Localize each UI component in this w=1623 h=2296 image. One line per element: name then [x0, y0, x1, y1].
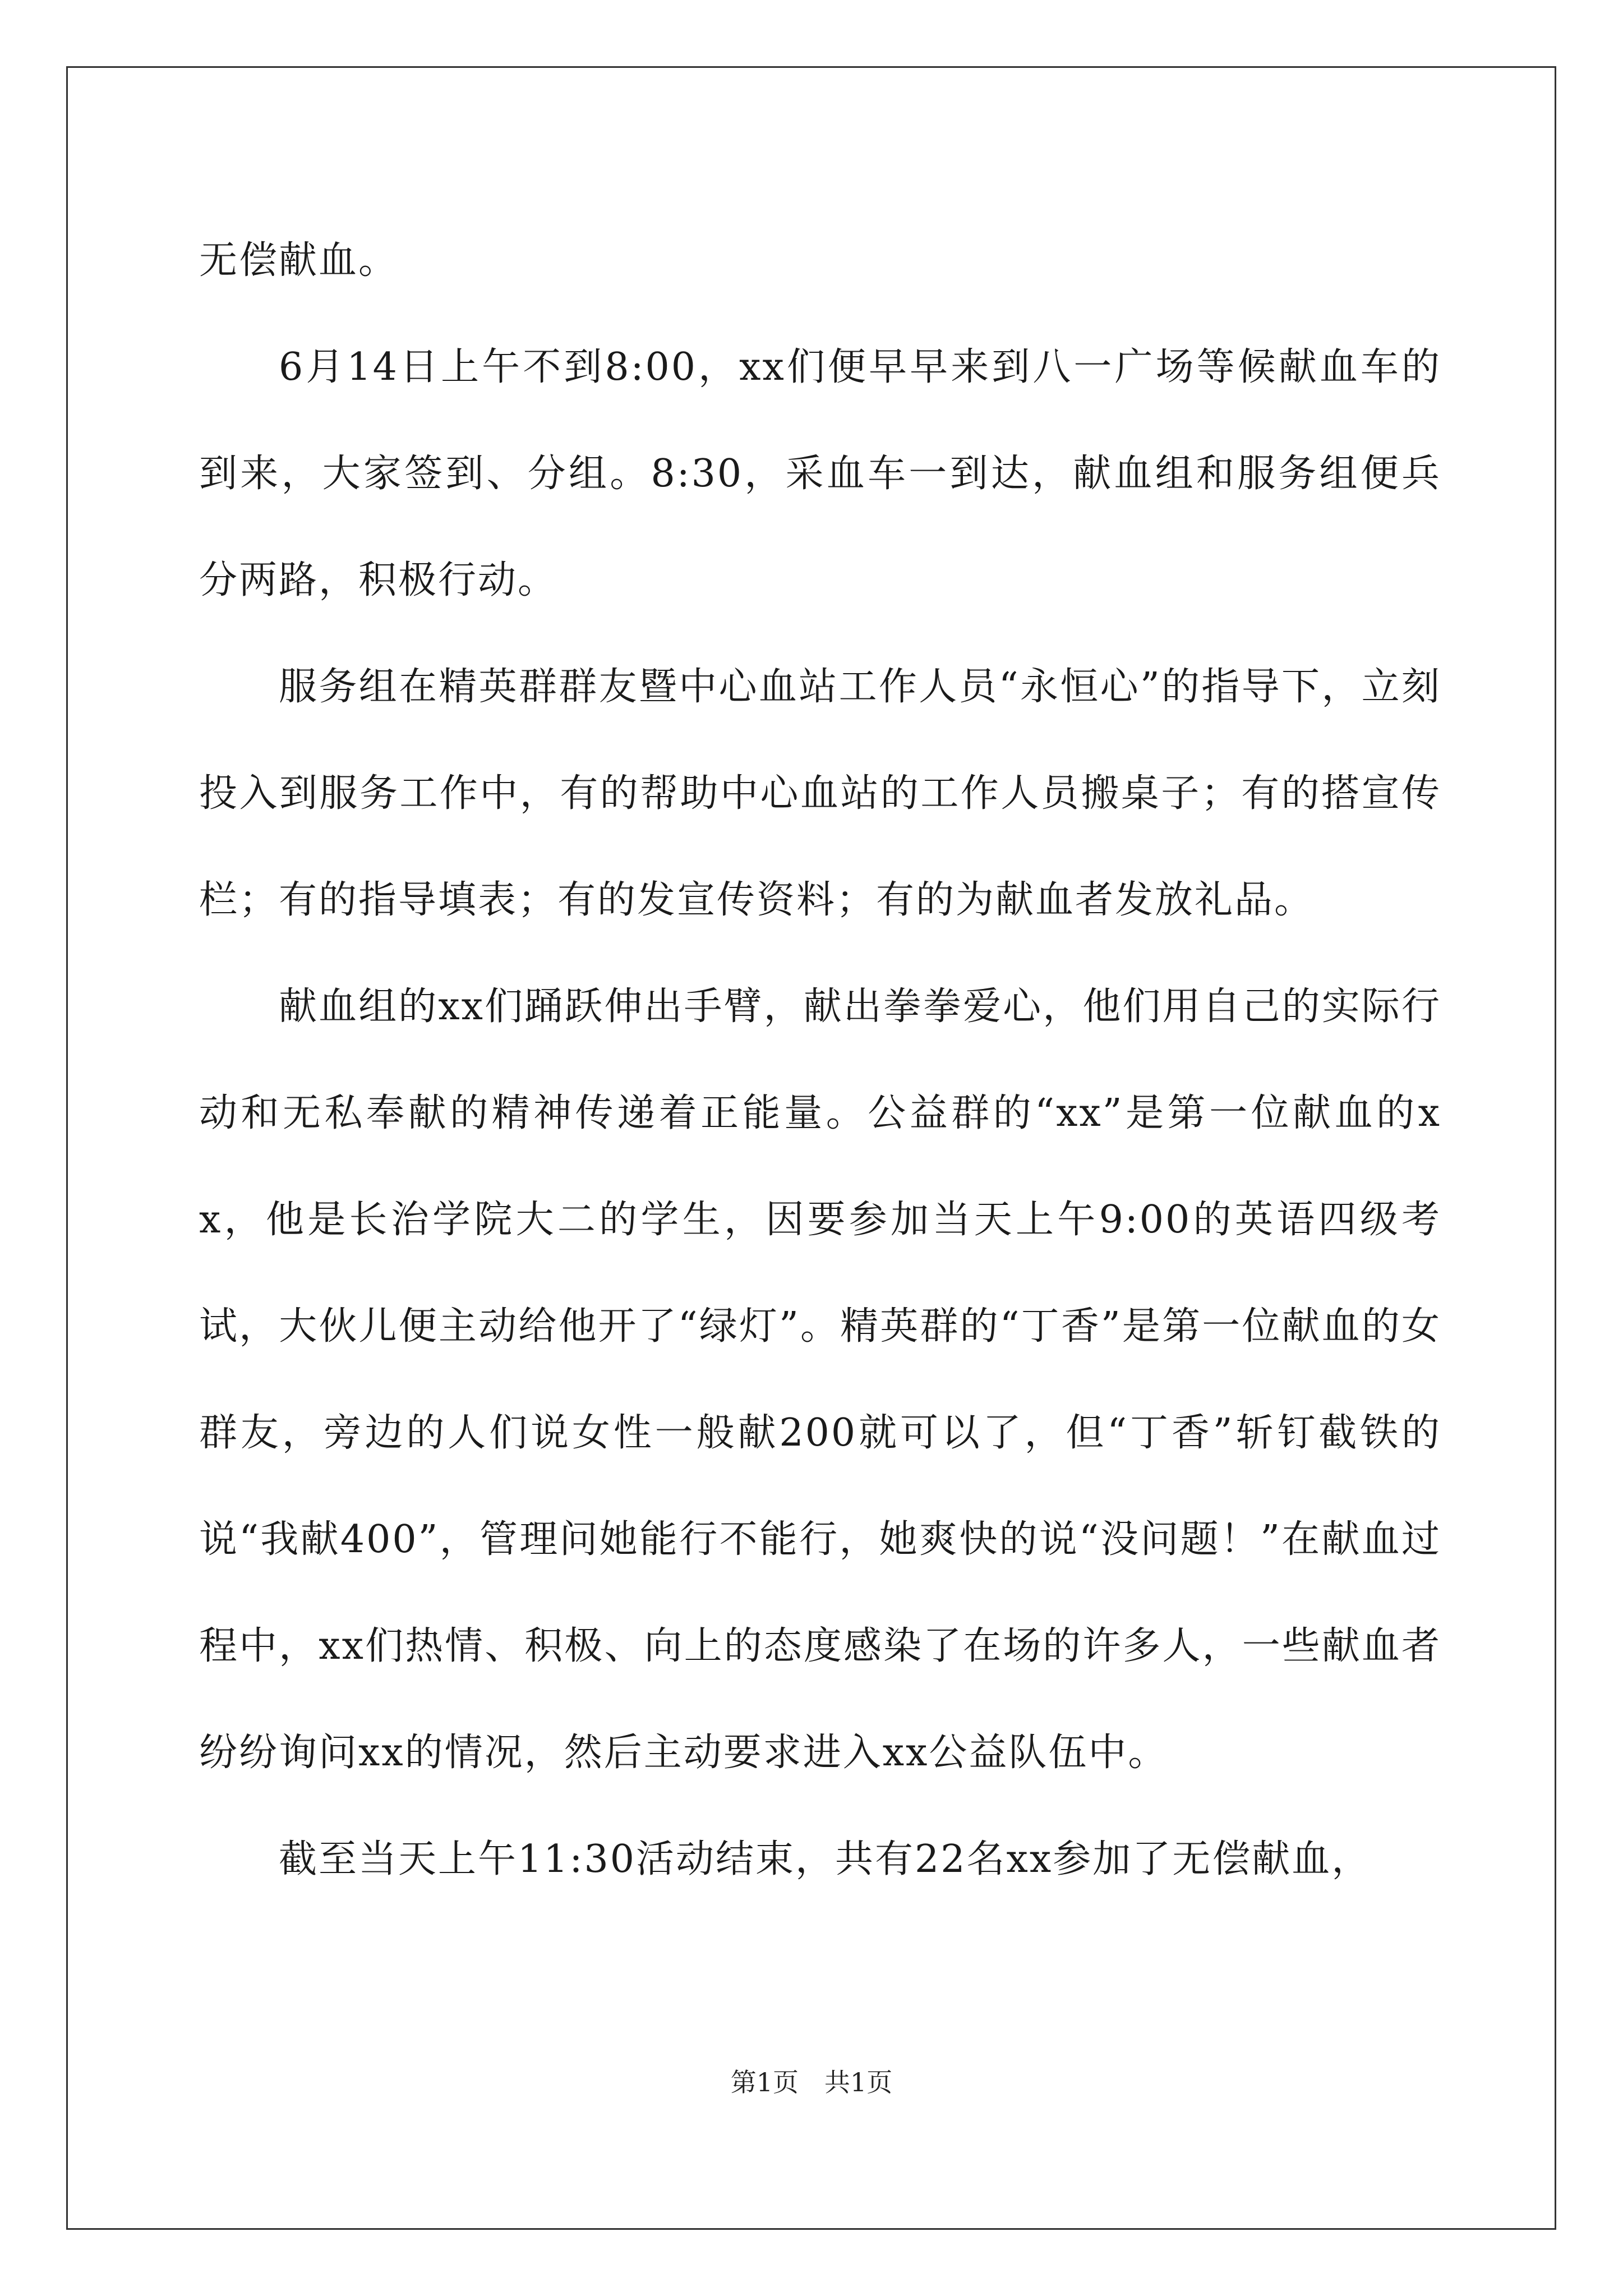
page-number: 第1页 [730, 2067, 799, 2097]
page-footer [0, 2065, 1623, 2099]
page-total: 共1页 [824, 2067, 893, 2097]
paragraph: 无偿献血。 [199, 238, 399, 283]
document-body [199, 208, 1441, 1913]
paragraph: 6月14日上午不到8:00，xx们便早早来到八一广场等候献血车的到来，大家签到、分组。8:30，采血车一到达，献血组和服务组便兵分两路，积极行动。 [199, 345, 1441, 602]
paragraph: 献血组的xx们踊跃伸出手臂，献出拳拳爱心，他们用自己的实际行动和无私奉献的精神传递着正能量。公益群的“xx”是第一位献血的xx，他是长治学院大二的学生，因要参加当天上午9:00的英语四级考试，大伙儿便主动给他开了“绿灯”。精英群的“丁香”是第一位献血的女群友，旁边的人们说女性一般献200就可以了，但“丁香”斩钉截铁的说“我献400”，管理问她能行不能行，她爽快的说“没问题！”在献血过程中，xx们热情、积极、向上的态度感染了在场的许多人，一些献血者纷纷询问xx的情况，然后主动要求进入xx公益队伍中。 [199, 984, 1441, 1775]
paragraph: 服务组在精英群群友暨中心血站工作人员“永恒心”的指导下，立刻投入到服务工作中，有的帮助中心血站的工作人员搬桌子；有的搭宣传栏；有的指导填表；有的发宣传资料；有的为献血者发放礼品。 [199, 665, 1441, 922]
paragraph: 截至当天上午11:30活动结束，共有22名xx参加了无偿献血， [279, 1837, 1372, 1881]
